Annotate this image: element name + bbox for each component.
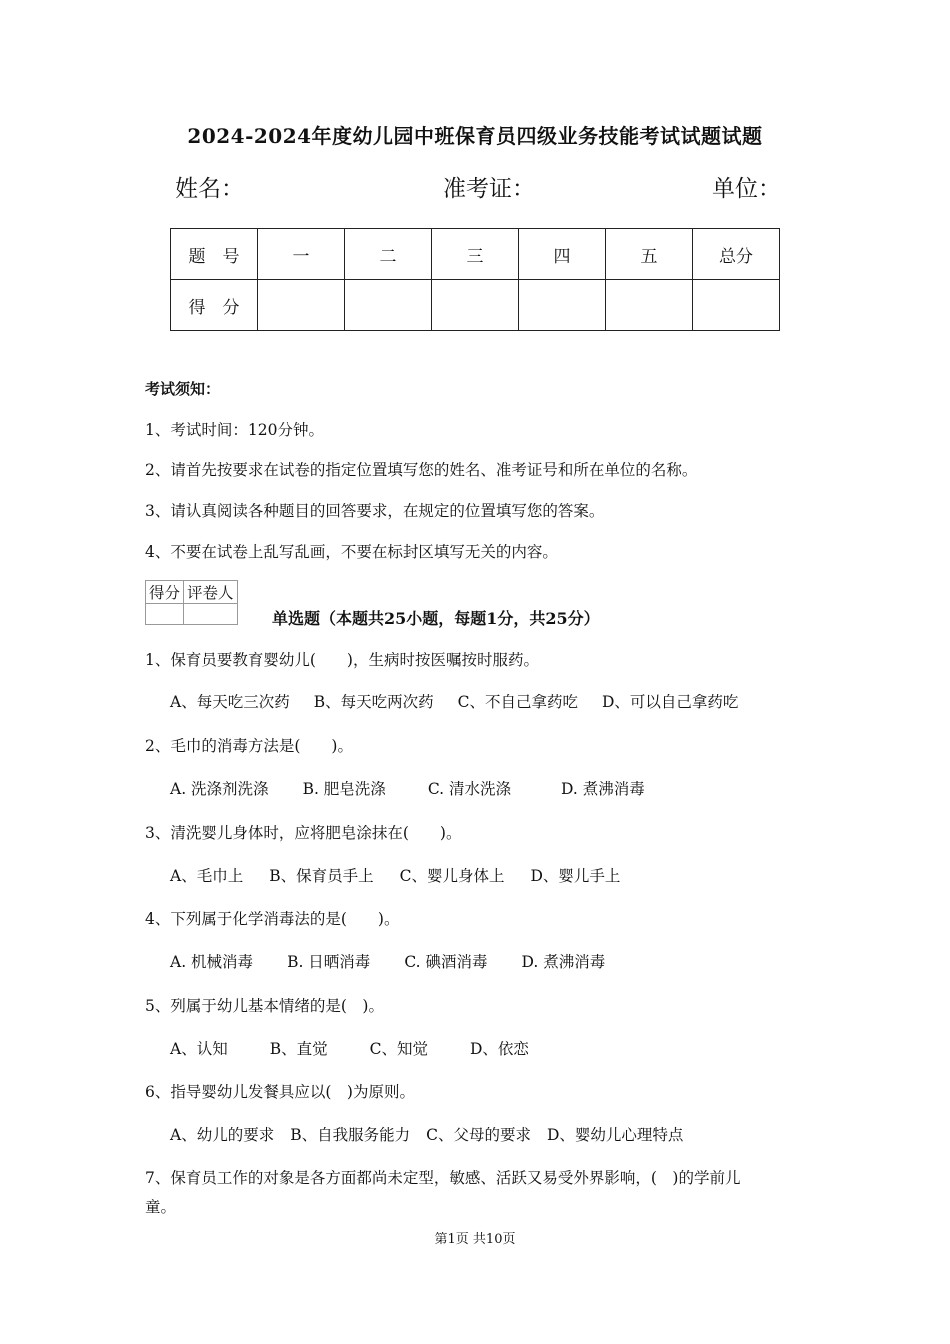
question-options — [170, 950, 605, 972]
option: B、直觉 — [269, 1040, 328, 1058]
question-options — [170, 690, 738, 712]
score-table-cell: 三 — [432, 229, 519, 280]
score-input-cell[interactable] — [519, 280, 606, 331]
question: 2、毛巾的消毒方法是( )。 — [145, 737, 353, 755]
section-title: 单选题（本题共25小题，每题1分，共25分） — [272, 609, 600, 628]
grader-box-score-cell[interactable] — [146, 604, 184, 625]
score-input-cell[interactable] — [432, 280, 519, 331]
question: 7、保育员工作的对象是各方面都尚未定型，敏感、活跃又易受外界影响，( )的学前儿 — [145, 1169, 741, 1187]
notice-item: 2、请首先按要求在试卷的指定位置填写您的姓名、准考证号和所在单位的名称。 — [145, 461, 698, 479]
question: 5、列属于幼儿基本情绪的是( )。 — [145, 997, 384, 1015]
option: C、婴儿身体上 — [399, 867, 505, 885]
score-table-header-row — [171, 229, 780, 280]
option: B、保育员手上 — [269, 867, 374, 885]
question-options — [170, 1123, 683, 1145]
option: A、幼儿的要求 — [170, 1126, 275, 1144]
option: B. 肥皂洗涤 — [302, 780, 386, 798]
score-table-cell: 总分 — [693, 229, 780, 280]
option: B、自我服务能力 — [290, 1126, 411, 1144]
name-field-label: 姓名： — [175, 176, 244, 202]
option: D. 煮沸消毒 — [560, 780, 645, 798]
score-table-cell: 题 号 — [171, 229, 258, 280]
option: D. 煮沸消毒 — [521, 953, 606, 971]
question: 3、清洗婴儿身体时，应将肥皂涂抹在( )。 — [145, 824, 462, 842]
page-title: 2024-2024年度幼儿园中班保育员四级业务技能考试试题试题 — [187, 124, 763, 148]
question-options — [170, 777, 645, 799]
option: A、每天吃三次药 — [170, 693, 290, 711]
score-row-label: 得 分 — [171, 280, 258, 331]
question: 1、保育员要教育婴幼儿( )，生病时按医嘱按时服药。 — [145, 651, 539, 669]
option: C、不自己拿药吃 — [457, 693, 578, 711]
notice-heading: 考试须知： — [145, 380, 221, 398]
score-input-cell[interactable] — [258, 280, 345, 331]
option: C、父母的要求 — [426, 1126, 531, 1144]
unit-field-label: 单位： — [712, 176, 781, 202]
option: C. 碘酒消毒 — [404, 953, 488, 971]
grader-box-grader-cell[interactable] — [184, 604, 238, 625]
option: D、婴儿手上 — [530, 867, 621, 885]
score-table-cell: 四 — [519, 229, 606, 280]
question-options — [170, 864, 620, 886]
score-table-cell: 二 — [345, 229, 432, 280]
grader-box — [145, 580, 238, 625]
option: C. 清水洗涤 — [427, 780, 511, 798]
score-input-cell[interactable] — [345, 280, 432, 331]
grader-box-score-label: 得分 — [146, 581, 184, 604]
notice-item: 3、请认真阅读各种题目的回答要求，在规定的位置填写您的答案。 — [145, 502, 605, 520]
question: 6、指导婴幼儿发餐具应以( )为原则。 — [145, 1083, 415, 1101]
option: D、可以自己拿药吃 — [601, 693, 739, 711]
option: A. 机械消毒 — [170, 953, 254, 971]
question: 4、下列属于化学消毒法的是( )。 — [145, 910, 400, 928]
score-table-cell: 五 — [606, 229, 693, 280]
notice-item: 1、考试时间：120分钟。 — [145, 421, 324, 439]
option: C、知觉 — [369, 1040, 428, 1058]
score-table-cell: 一 — [258, 229, 345, 280]
option: A. 洗涤剂洗涤 — [170, 780, 269, 798]
page-footer: 第1页 共10页 — [434, 1232, 516, 1247]
question-options — [170, 1037, 529, 1059]
score-input-cell[interactable] — [606, 280, 693, 331]
score-table-score-row — [171, 280, 780, 331]
score-input-cell[interactable] — [693, 280, 780, 331]
option: B. 日晒消毒 — [287, 953, 371, 971]
option: B、每天吃两次药 — [313, 693, 434, 711]
score-table — [170, 228, 780, 331]
option: D、婴幼儿心理特点 — [546, 1126, 684, 1144]
option: D、依恋 — [469, 1040, 529, 1058]
grader-box-grader-label: 评卷人 — [184, 581, 238, 604]
exam-id-field-label: 准考证： — [443, 176, 535, 202]
question-continuation: 童。 — [145, 1198, 177, 1216]
option: A、毛巾上 — [170, 867, 244, 885]
option: A、认知 — [170, 1040, 228, 1058]
notice-item: 4、不要在试卷上乱写乱画，不要在标封区填写无关的内容。 — [145, 543, 558, 561]
